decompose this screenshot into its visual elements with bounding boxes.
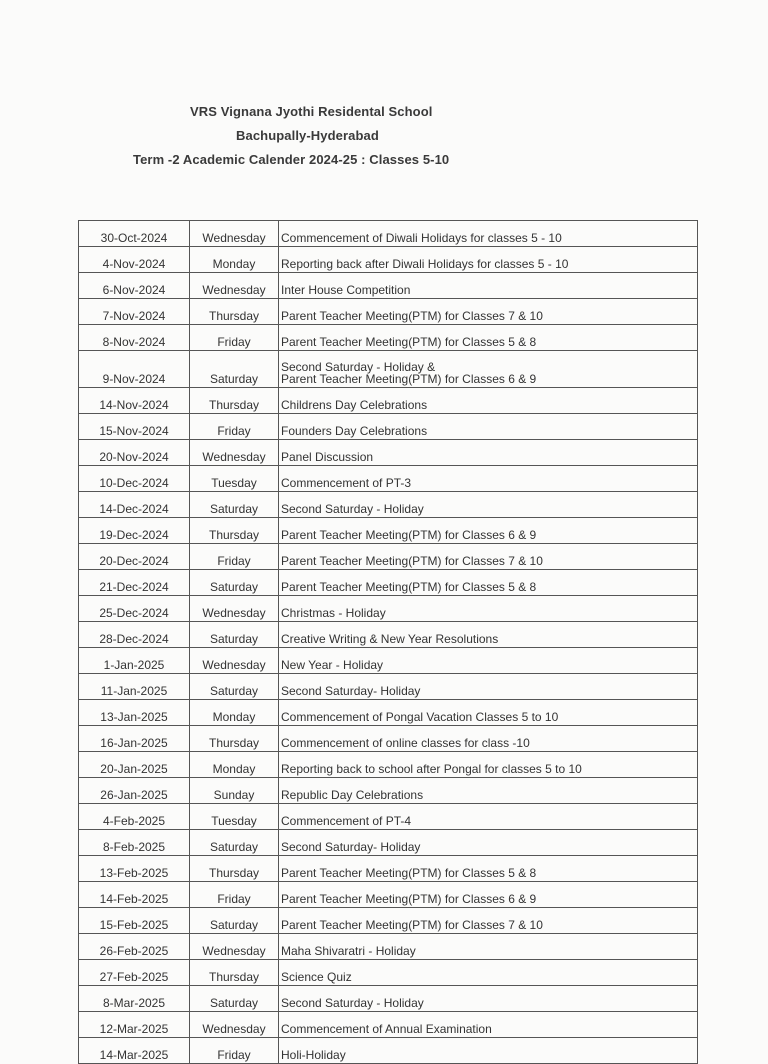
event-line: Second Saturday - Holiday & bbox=[281, 360, 436, 374]
table-row bbox=[79, 1012, 698, 1038]
date-cell: 25-Dec-2024 bbox=[79, 596, 190, 622]
table-row bbox=[79, 986, 698, 1012]
date-cell: 27-Feb-2025 bbox=[79, 960, 190, 986]
date-cell: 14-Dec-2024 bbox=[79, 492, 190, 518]
table-row bbox=[79, 299, 698, 325]
event-cell: Childrens Day Celebrations bbox=[279, 388, 698, 414]
event-cell: Commencement of PT-3 bbox=[279, 466, 698, 492]
date-cell: 12-Mar-2025 bbox=[79, 1012, 190, 1038]
table-row bbox=[79, 1038, 698, 1064]
table-row bbox=[79, 856, 698, 882]
date-cell: 20-Nov-2024 bbox=[79, 440, 190, 466]
date-cell: 10-Dec-2024 bbox=[79, 466, 190, 492]
day-cell: Wednesday bbox=[190, 221, 279, 247]
table-row bbox=[79, 804, 698, 830]
table-row bbox=[79, 273, 698, 299]
day-cell: Friday bbox=[190, 882, 279, 908]
date-cell: 14-Nov-2024 bbox=[79, 388, 190, 414]
day-cell: Saturday bbox=[190, 492, 279, 518]
event-cell: Second Saturday - Holiday bbox=[279, 986, 698, 1012]
day-cell: Saturday bbox=[190, 674, 279, 700]
event-cell: Inter House Competition bbox=[279, 273, 698, 299]
date-cell: 13-Feb-2025 bbox=[79, 856, 190, 882]
event-cell: Parent Teacher Meeting(PTM) for Classes 7 & 10 bbox=[279, 299, 698, 325]
day-cell: Thursday bbox=[190, 960, 279, 986]
day-cell: Saturday bbox=[190, 830, 279, 856]
date-cell: 16-Jan-2025 bbox=[79, 726, 190, 752]
table-row bbox=[79, 544, 698, 570]
table-row bbox=[79, 674, 698, 700]
table-row bbox=[79, 518, 698, 544]
event-cell: Creative Writing & New Year Resolutions bbox=[279, 622, 698, 648]
event-cell: Parent Teacher Meeting(PTM) for Classes 5 & 8 bbox=[279, 325, 698, 351]
table-row bbox=[79, 830, 698, 856]
day-cell: Friday bbox=[190, 325, 279, 351]
day-cell: Thursday bbox=[190, 856, 279, 882]
event-cell: Commencement of online classes for class -10 bbox=[279, 726, 698, 752]
table-row bbox=[79, 726, 698, 752]
event-cell: Republic Day Celebrations bbox=[279, 778, 698, 804]
event-cell: Maha Shivaratri - Holiday bbox=[279, 934, 698, 960]
table-row bbox=[79, 934, 698, 960]
day-cell: Wednesday bbox=[190, 934, 279, 960]
school-location: Bachupally-Hyderabad bbox=[236, 128, 379, 143]
day-cell: Saturday bbox=[190, 622, 279, 648]
event-cell: Founders Day Celebrations bbox=[279, 414, 698, 440]
day-cell: Saturday bbox=[190, 570, 279, 596]
day-cell: Friday bbox=[190, 544, 279, 570]
date-cell: 15-Feb-2025 bbox=[79, 908, 190, 934]
day-cell: Friday bbox=[190, 1038, 279, 1064]
day-cell: Wednesday bbox=[190, 273, 279, 299]
event-cell: Commencement of Diwali Holidays for classes 5 - 10 bbox=[279, 221, 698, 247]
table-row bbox=[79, 466, 698, 492]
day-cell: Saturday bbox=[190, 908, 279, 934]
date-cell: 20-Dec-2024 bbox=[79, 544, 190, 570]
event-cell bbox=[279, 351, 698, 388]
table-row bbox=[79, 622, 698, 648]
date-cell: 14-Feb-2025 bbox=[79, 882, 190, 908]
date-cell: 13-Jan-2025 bbox=[79, 700, 190, 726]
date-cell: 7-Nov-2024 bbox=[79, 299, 190, 325]
event-cell: Commencement of Annual Examination bbox=[279, 1012, 698, 1038]
table-row bbox=[79, 596, 698, 622]
table-row bbox=[79, 752, 698, 778]
table-row bbox=[79, 960, 698, 986]
table-row bbox=[79, 414, 698, 440]
day-cell: Wednesday bbox=[190, 440, 279, 466]
event-cell: Commencement of PT-4 bbox=[279, 804, 698, 830]
day-cell: Saturday bbox=[190, 351, 279, 388]
event-cell: Holi-Holiday bbox=[279, 1038, 698, 1064]
day-cell: Thursday bbox=[190, 726, 279, 752]
event-cell: Parent Teacher Meeting(PTM) for Classes 6 & 9 bbox=[279, 518, 698, 544]
table-row bbox=[79, 351, 698, 388]
date-cell: 11-Jan-2025 bbox=[79, 674, 190, 700]
day-cell: Thursday bbox=[190, 388, 279, 414]
day-cell: Monday bbox=[190, 700, 279, 726]
date-cell: 21-Dec-2024 bbox=[79, 570, 190, 596]
day-cell: Thursday bbox=[190, 518, 279, 544]
day-cell: Thursday bbox=[190, 299, 279, 325]
date-cell: 20-Jan-2025 bbox=[79, 752, 190, 778]
table-row bbox=[79, 388, 698, 414]
table-row bbox=[79, 492, 698, 518]
date-cell: 4-Nov-2024 bbox=[79, 247, 190, 273]
event-cell: Reporting back to school after Pongal for classes 5 to 10 bbox=[279, 752, 698, 778]
calendar-body bbox=[79, 221, 698, 1064]
table-row bbox=[79, 700, 698, 726]
day-cell: Saturday bbox=[190, 986, 279, 1012]
event-cell: Parent Teacher Meeting(PTM) for Classes 7 & 10 bbox=[279, 908, 698, 934]
date-cell: 26-Feb-2025 bbox=[79, 934, 190, 960]
date-cell: 30-Oct-2024 bbox=[79, 221, 190, 247]
date-cell: 8-Nov-2024 bbox=[79, 325, 190, 351]
date-cell: 26-Jan-2025 bbox=[79, 778, 190, 804]
day-cell: Wednesday bbox=[190, 1012, 279, 1038]
day-cell: Wednesday bbox=[190, 648, 279, 674]
day-cell: Friday bbox=[190, 414, 279, 440]
date-cell: 15-Nov-2024 bbox=[79, 414, 190, 440]
school-name: VRS Vignana Jyothi Residental School bbox=[190, 104, 433, 119]
event-cell: Parent Teacher Meeting(PTM) for Classes 6 & 9 bbox=[279, 882, 698, 908]
table-row bbox=[79, 247, 698, 273]
academic-calendar-table bbox=[78, 220, 698, 1064]
date-cell: 1-Jan-2025 bbox=[79, 648, 190, 674]
event-line: Parent Teacher Meeting(PTM) for Classes 6 & 9 bbox=[281, 372, 537, 386]
date-cell: 9-Nov-2024 bbox=[79, 351, 190, 388]
day-cell: Monday bbox=[190, 247, 279, 273]
table-row bbox=[79, 570, 698, 596]
event-cell: Parent Teacher Meeting(PTM) for Classes 5 & 8 bbox=[279, 570, 698, 596]
event-cell: Commencement of Pongal Vacation Classes 5 to 10 bbox=[279, 700, 698, 726]
event-cell: Reporting back after Diwali Holidays for classes 5 - 10 bbox=[279, 247, 698, 273]
day-cell: Monday bbox=[190, 752, 279, 778]
day-cell: Tuesday bbox=[190, 466, 279, 492]
calendar-title: Term -2 Academic Calender 2024-25 : Classes 5-10 bbox=[133, 152, 450, 167]
date-cell: 14-Mar-2025 bbox=[79, 1038, 190, 1064]
day-cell: Tuesday bbox=[190, 804, 279, 830]
table-row bbox=[79, 440, 698, 466]
event-cell: Second Saturday- Holiday bbox=[279, 830, 698, 856]
day-cell: Sunday bbox=[190, 778, 279, 804]
date-cell: 28-Dec-2024 bbox=[79, 622, 190, 648]
table-row bbox=[79, 778, 698, 804]
day-cell: Wednesday bbox=[190, 596, 279, 622]
event-cell: Science Quiz bbox=[279, 960, 698, 986]
event-cell: Parent Teacher Meeting(PTM) for Classes 5 & 8 bbox=[279, 856, 698, 882]
date-cell: 19-Dec-2024 bbox=[79, 518, 190, 544]
table-row bbox=[79, 648, 698, 674]
event-cell: Parent Teacher Meeting(PTM) for Classes 7 & 10 bbox=[279, 544, 698, 570]
table-row bbox=[79, 221, 698, 247]
table-row bbox=[79, 908, 698, 934]
event-cell: New Year - Holiday bbox=[279, 648, 698, 674]
table-row bbox=[79, 325, 698, 351]
date-cell: 6-Nov-2024 bbox=[79, 273, 190, 299]
event-cell: Christmas - Holiday bbox=[279, 596, 698, 622]
event-cell: Second Saturday- Holiday bbox=[279, 674, 698, 700]
table-row bbox=[79, 882, 698, 908]
date-cell: 4-Feb-2025 bbox=[79, 804, 190, 830]
event-cell: Panel Discussion bbox=[279, 440, 698, 466]
event-cell: Second Saturday - Holiday bbox=[279, 492, 698, 518]
date-cell: 8-Feb-2025 bbox=[79, 830, 190, 856]
date-cell: 8-Mar-2025 bbox=[79, 986, 190, 1012]
